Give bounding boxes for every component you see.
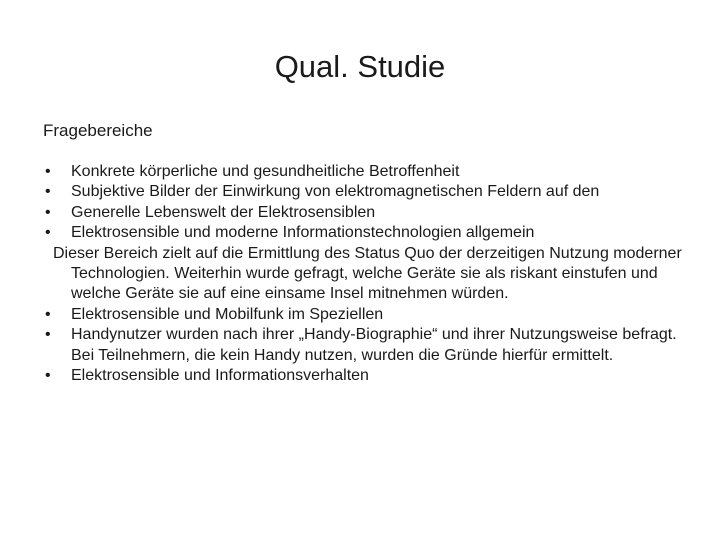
slide-content — [43, 162, 683, 386]
bullet-item: • Subjektive Bilder der Einwirkung von elektromagnetischen Feldern auf den — [43, 182, 683, 202]
slide-title: Qual. Studie — [274, 49, 446, 84]
bullet-item: • Elektrosensible und Informationsverhalten — [43, 366, 683, 386]
bullet-item: • Konkrete körperliche und gesundheitliche Betroffenheit — [43, 162, 683, 182]
bullet-item: • Handynutzer wurden nach ihrer „Handy-Biographie“ und ihrer Nutzungsweise befragt. Bei Teilnehmern, die kein Handy nutzen, wurden die Gründe hierfür ermittelt. — [43, 325, 683, 366]
bullet-item: • Elektrosensible und moderne Informationstechnologien allgemein — [43, 223, 683, 243]
description-paragraph: Dieser Bereich zielt auf die Ermittlung des Status Quo der derzeitigen Nutzung moderner Technologien. Weiterhin wurde gefragt, welche Geräte sie als riskant einstufen und welche Geräte sie auf eine einsame Insel mitnehmen würden. — [53, 244, 682, 303]
bullet-item: • Elektrosensible und Mobilfunk im Speziellen — [43, 305, 683, 325]
bullet-list — [43, 162, 683, 386]
bullet-item: • Generelle Lebenswelt der Elektrosensiblen — [43, 203, 683, 223]
section-heading: Fragebereiche — [43, 121, 153, 140]
